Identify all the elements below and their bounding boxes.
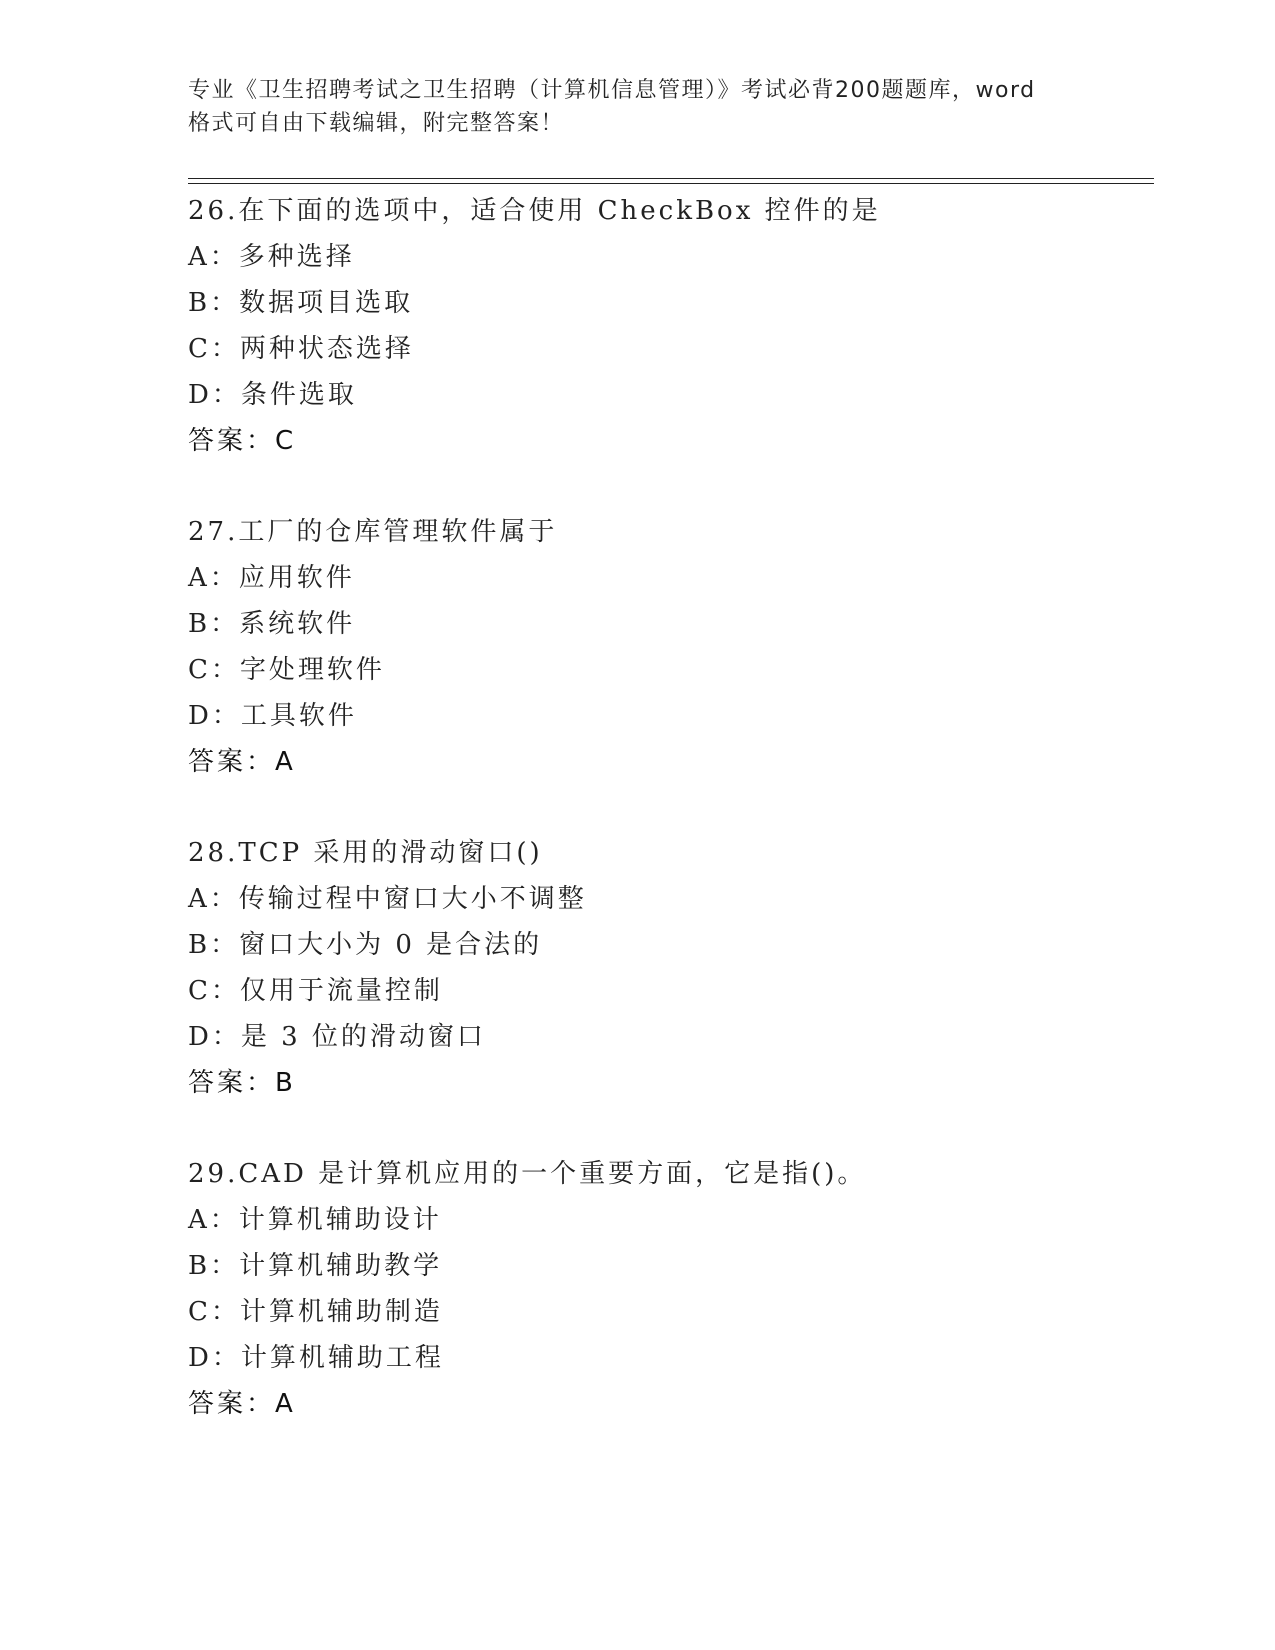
header-divider-top xyxy=(188,178,1154,179)
answer-label: 答案：A xyxy=(188,1389,296,1419)
option-a: A：多种选择 xyxy=(188,242,355,272)
option-a: A：应用软件 xyxy=(188,563,355,593)
option-b: B：系统软件 xyxy=(188,609,356,639)
document-header xyxy=(188,74,1088,140)
answer-label: 答案：A xyxy=(188,747,296,777)
option-d: D：计算机辅助工程 xyxy=(188,1343,444,1373)
option-d: D：是 3 位的滑动窗口 xyxy=(188,1022,486,1052)
question-28 xyxy=(188,830,1148,1106)
question-title: 29.CAD 是计算机应用的一个重要方面，它是指()。 xyxy=(188,1159,867,1189)
option-a: A：传输过程中窗口大小不调整 xyxy=(188,884,587,914)
option-a: A：计算机辅助设计 xyxy=(188,1205,442,1235)
header-line-1: 专业《卫生招聘考试之卫生招聘（计算机信息管理）》考试必背200题题库，word xyxy=(188,78,1036,103)
option-c: C：字处理软件 xyxy=(188,655,385,685)
question-27 xyxy=(188,509,1148,785)
question-29 xyxy=(188,1151,1148,1427)
option-b: B：数据项目选取 xyxy=(188,288,414,318)
header-divider-bottom xyxy=(188,183,1154,184)
option-d: D：工具软件 xyxy=(188,701,357,731)
answer-label: 答案：C xyxy=(188,426,297,456)
question-list xyxy=(188,188,1148,1472)
header-line-2: 格式可自由下载编辑，附完整答案！ xyxy=(188,111,565,136)
question-26 xyxy=(188,188,1148,464)
question-title: 27.工厂的仓库管理软件属于 xyxy=(188,517,558,547)
option-c: C：仅用于流量控制 xyxy=(188,976,443,1006)
option-b: B：窗口大小为 0 是合法的 xyxy=(188,930,543,960)
option-b: B：计算机辅助教学 xyxy=(188,1251,443,1281)
option-d: D：条件选取 xyxy=(188,380,357,410)
option-c: C：计算机辅助制造 xyxy=(188,1297,443,1327)
option-c: C：两种状态选择 xyxy=(188,334,414,364)
question-title: 26.在下面的选项中，适合使用 CheckBox 控件的是 xyxy=(188,196,881,226)
answer-label: 答案：B xyxy=(188,1068,296,1098)
question-title: 28.TCP 采用的滑动窗口() xyxy=(188,838,543,868)
